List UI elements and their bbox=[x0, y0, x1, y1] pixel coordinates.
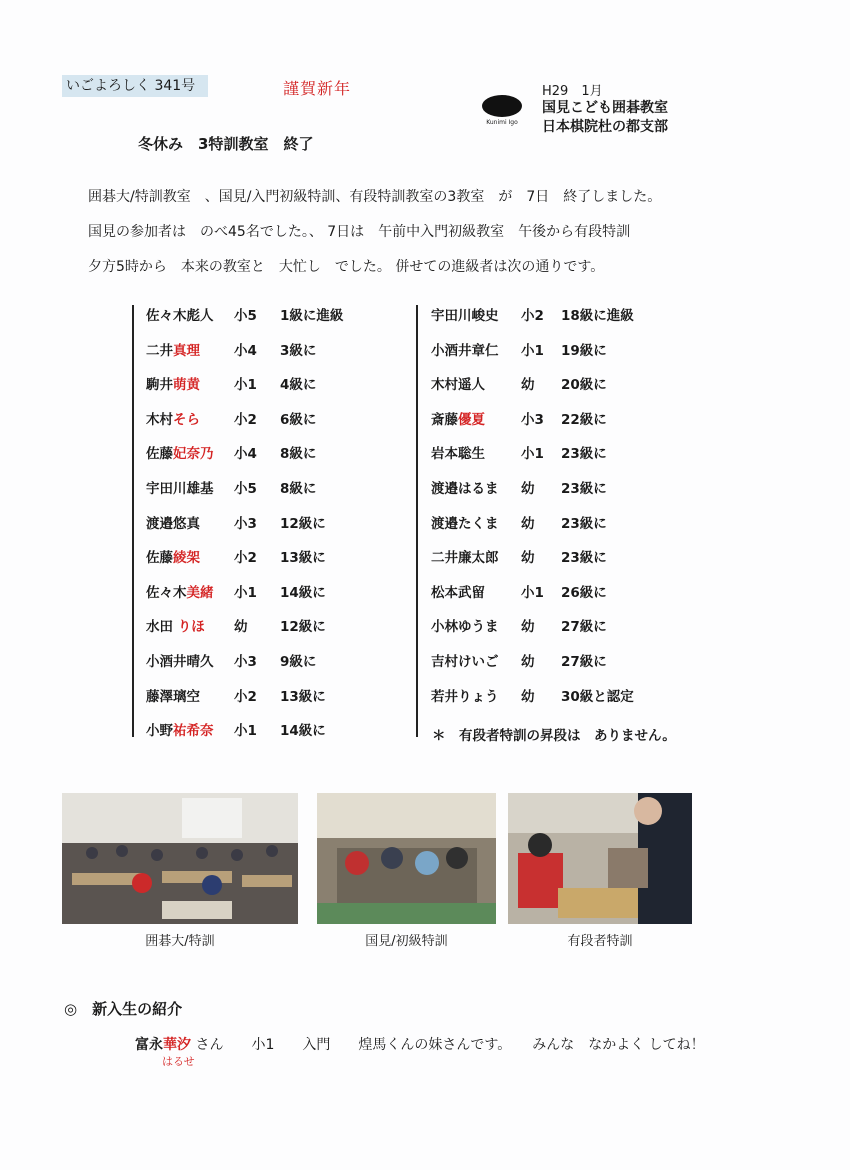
student-name-part: 二井廉太郎 bbox=[431, 550, 499, 567]
student-name-part: 二井 bbox=[146, 342, 173, 359]
new-year-greeting: 謹賀新年 bbox=[283, 79, 352, 98]
list-item bbox=[146, 652, 411, 687]
student-name-part: 宇田川雄基 bbox=[146, 480, 214, 497]
school-grade: 小1 bbox=[234, 377, 257, 394]
new-student-furigana: はるせ bbox=[162, 1055, 195, 1068]
list-item bbox=[431, 617, 701, 652]
student-name bbox=[146, 583, 214, 603]
classroom-photo-1 bbox=[62, 793, 298, 924]
promotion-result: 12級に bbox=[280, 515, 326, 532]
school-grade: 幼 bbox=[521, 480, 535, 497]
student-name-part: 岩本聡生 bbox=[431, 446, 485, 463]
student-name-part: 小酒井章仁 bbox=[431, 342, 499, 359]
school-grade: 小2 bbox=[234, 550, 257, 567]
school-grade: 幼 bbox=[521, 688, 535, 705]
promotion-result: 23級に bbox=[561, 550, 607, 567]
classroom-photo-2 bbox=[317, 793, 496, 924]
student-name bbox=[431, 583, 485, 603]
school-grade: 幼 bbox=[521, 653, 535, 670]
promotion-result: 13級に bbox=[280, 550, 326, 567]
student-name-part: 木村遥人 bbox=[431, 377, 485, 394]
promotion-result: 27級に bbox=[561, 619, 607, 636]
school-grade: 小1 bbox=[521, 584, 544, 601]
student-name-highlight: そら bbox=[173, 411, 200, 428]
list-item bbox=[146, 583, 411, 618]
promotion-result: 9級に bbox=[280, 653, 317, 670]
student-name bbox=[431, 375, 485, 395]
school-grade: 幼 bbox=[521, 550, 535, 567]
new-student-details: さん 小1 入門 煌馬くんの妹さんです。 みんな なかよく してね！ bbox=[191, 1037, 705, 1053]
list-item bbox=[146, 548, 411, 583]
student-name-highlight: 妃奈乃 bbox=[173, 446, 214, 463]
school-grade: 小5 bbox=[234, 308, 257, 324]
promotion-result: 12級に bbox=[280, 619, 326, 636]
promotion-result: 1級に進級 bbox=[280, 308, 344, 324]
student-name-part: 佐藤 bbox=[146, 446, 173, 463]
student-name bbox=[431, 548, 499, 568]
student-name bbox=[146, 514, 200, 534]
list-item bbox=[431, 583, 701, 618]
student-name-part: 吉村けいご bbox=[431, 653, 499, 670]
list-item bbox=[146, 617, 411, 652]
promotion-result: 22級に bbox=[561, 411, 607, 428]
photo-caption-1: 囲碁大/特訓 bbox=[145, 934, 215, 949]
go-stone-icon bbox=[482, 95, 522, 117]
student-name-part: 渡邉はるま bbox=[431, 480, 499, 497]
photo-caption-3: 有段者特訓 bbox=[567, 934, 633, 949]
list-item bbox=[146, 721, 411, 756]
logo-caption: Kunimi Igo bbox=[486, 119, 518, 126]
student-name-highlight: 萌黄 bbox=[173, 377, 200, 394]
photo-igodai bbox=[62, 793, 298, 924]
new-student-given-name: 華汐 bbox=[163, 1037, 191, 1053]
student-name bbox=[146, 444, 214, 464]
student-name bbox=[431, 687, 499, 707]
club-logo bbox=[478, 95, 526, 131]
school-grade: 幼 bbox=[234, 619, 248, 636]
student-name bbox=[146, 721, 214, 741]
school-grade: 小2 bbox=[234, 411, 257, 428]
promotion-result: 23級に bbox=[561, 480, 607, 497]
school-grade: 小1 bbox=[234, 723, 257, 740]
promotion-result: 13級に bbox=[280, 688, 326, 705]
student-name bbox=[146, 548, 200, 568]
promotion-result: 20級に bbox=[561, 377, 607, 394]
list-item bbox=[431, 306, 701, 341]
student-name bbox=[431, 652, 499, 672]
promotion-result: 14級に bbox=[280, 723, 326, 740]
student-name-part: 佐藤 bbox=[146, 550, 173, 567]
student-name-highlight: 優夏 bbox=[458, 411, 485, 428]
student-name bbox=[431, 617, 499, 637]
student-name bbox=[431, 479, 499, 499]
promotion-result: 19級に bbox=[561, 342, 607, 359]
student-name-part: 小酒井晴久 bbox=[146, 653, 214, 670]
student-name-part: 斎藤 bbox=[431, 411, 458, 428]
promotion-result: 6級に bbox=[280, 411, 317, 428]
section-title: ◎ 新入生の紹介 bbox=[64, 1000, 183, 1018]
list-item bbox=[146, 479, 411, 514]
school-grade: 小3 bbox=[234, 653, 257, 670]
student-name bbox=[146, 687, 200, 707]
student-name bbox=[431, 410, 485, 430]
classroom-photo-3 bbox=[508, 793, 692, 924]
school-grade: 小1 bbox=[521, 446, 544, 463]
promotion-result: 8級に bbox=[280, 480, 317, 497]
list-item bbox=[431, 479, 701, 514]
student-name bbox=[146, 306, 214, 326]
student-name-highlight: 祐希奈 bbox=[173, 723, 214, 740]
student-name-highlight: 真理 bbox=[173, 342, 200, 359]
student-name bbox=[431, 514, 499, 534]
school-grade: 幼 bbox=[521, 377, 535, 394]
student-name bbox=[431, 341, 499, 361]
list-item bbox=[146, 687, 411, 722]
student-name bbox=[146, 652, 214, 672]
student-name-part: 若井りょう bbox=[431, 688, 499, 705]
org-name-1: 国見こども囲碁教室 bbox=[542, 100, 668, 116]
right-promotion-list bbox=[431, 306, 701, 721]
student-name bbox=[146, 341, 200, 361]
student-name-part: 渡邉悠真 bbox=[146, 515, 200, 532]
school-grade: 小4 bbox=[234, 446, 257, 463]
student-name bbox=[431, 306, 499, 326]
list-item bbox=[146, 341, 411, 376]
school-grade: 小5 bbox=[234, 480, 257, 497]
student-name-highlight: りほ bbox=[177, 619, 205, 636]
new-student-surname: 富永 bbox=[135, 1037, 163, 1053]
student-name bbox=[146, 410, 200, 430]
promotion-result: 23級に bbox=[561, 515, 607, 532]
photo-dan bbox=[508, 793, 692, 924]
student-name-part: 小林ゆうま bbox=[431, 619, 499, 636]
dan-note: ＊ 有段者特訓の昇段は ありません。 bbox=[432, 728, 676, 744]
promotion-result: 8級に bbox=[280, 446, 317, 463]
intro-paragraph-2: 国見の参加者は のべ45名でした。、 7日は 午前中入門初級教室 午後から有段特訓 bbox=[88, 224, 631, 240]
school-grade: 小4 bbox=[234, 342, 257, 359]
school-grade: 小3 bbox=[234, 515, 257, 532]
student-name-part: 駒井 bbox=[146, 377, 173, 394]
student-name-part: 松本武留 bbox=[431, 584, 485, 601]
list-item bbox=[431, 548, 701, 583]
intro-paragraph-1: 囲碁大/特訓教室 、国見/入門初級特訓、有段特訓教室の3教室 が 7日 終了しました。 bbox=[88, 189, 662, 205]
student-name-highlight: 美緒 bbox=[186, 584, 214, 601]
list-item bbox=[431, 410, 701, 445]
org-name-2: 日本棋院杜の都支部 bbox=[542, 119, 668, 135]
school-grade: 小1 bbox=[234, 584, 257, 601]
student-name-highlight: 綾架 bbox=[173, 550, 200, 567]
promotion-result: 27級に bbox=[561, 653, 607, 670]
right-list-rule bbox=[416, 305, 418, 737]
student-name-part: 小野 bbox=[146, 723, 173, 740]
promotion-result: 18級に進級 bbox=[561, 308, 634, 324]
issue-date: H29 1月 bbox=[542, 84, 603, 99]
school-grade: 小1 bbox=[521, 342, 544, 359]
left-promotion-list bbox=[146, 306, 411, 756]
student-name-part: 佐々木彪人 bbox=[146, 308, 214, 324]
school-grade: 小3 bbox=[521, 411, 544, 428]
student-name-part: 藤澤璃空 bbox=[146, 688, 200, 705]
student-name-part: 宇田川峻史 bbox=[431, 308, 499, 324]
photo-caption-2: 国見/初級特訓 bbox=[365, 934, 448, 949]
student-name-part: 木村 bbox=[146, 411, 173, 428]
list-item bbox=[146, 375, 411, 410]
promotion-result: 3級に bbox=[280, 342, 317, 359]
article-headline: 冬休み 3特訓教室 終了 bbox=[138, 135, 314, 153]
list-item bbox=[431, 514, 701, 549]
list-item bbox=[431, 375, 701, 410]
student-name bbox=[146, 617, 205, 637]
student-name bbox=[431, 444, 485, 464]
promotion-result: 23級に bbox=[561, 446, 607, 463]
school-grade: 小2 bbox=[521, 308, 544, 324]
list-item bbox=[146, 444, 411, 479]
school-grade: 幼 bbox=[521, 619, 535, 636]
new-student-line bbox=[135, 1034, 705, 1054]
list-item bbox=[431, 652, 701, 687]
issue-label: いごよろしく 341号 bbox=[62, 75, 208, 97]
list-item bbox=[146, 514, 411, 549]
list-item bbox=[431, 687, 701, 722]
list-item bbox=[431, 444, 701, 479]
student-name-part: 水田 bbox=[146, 619, 178, 636]
school-grade: 小2 bbox=[234, 688, 257, 705]
left-list-rule bbox=[132, 305, 134, 737]
list-item bbox=[146, 306, 411, 341]
promotion-result: 26級に bbox=[561, 584, 607, 601]
student-name-part: 渡邉たくま bbox=[431, 515, 499, 532]
list-item bbox=[431, 341, 701, 376]
student-name bbox=[146, 375, 200, 395]
school-grade: 幼 bbox=[521, 515, 535, 532]
promotion-result: 14級に bbox=[280, 584, 326, 601]
intro-paragraph-3: 夕方5時から 本来の教室と 大忙し でした。 併せての進級者は次の通りです。 bbox=[88, 259, 605, 275]
promotion-result: 30級と認定 bbox=[561, 688, 634, 705]
photo-kunimi bbox=[317, 793, 496, 924]
student-name-part: 佐々木 bbox=[146, 584, 187, 601]
student-name bbox=[146, 479, 214, 499]
promotion-result: 4級に bbox=[280, 377, 317, 394]
list-item bbox=[146, 410, 411, 445]
